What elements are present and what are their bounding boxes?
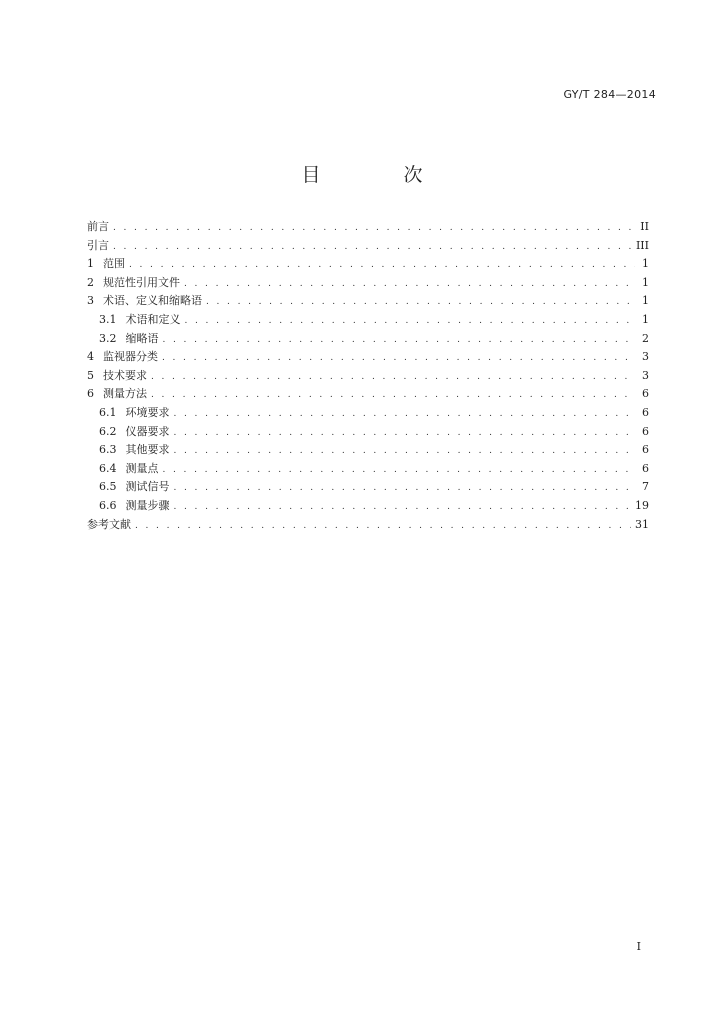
toc-entry[interactable] <box>87 385 649 404</box>
dot-leader <box>185 312 636 331</box>
toc-entry-number: 6.6 <box>99 498 117 512</box>
toc-entry[interactable] <box>87 348 649 367</box>
toc-entry-page: 6 <box>642 405 649 419</box>
toc-entry-title: 测量方法 <box>103 387 147 401</box>
toc-entry-page: 31 <box>635 517 649 531</box>
dot-leader <box>113 238 632 257</box>
toc-entry[interactable] <box>87 255 649 274</box>
toc-entry-title: 引言 <box>87 238 109 252</box>
toc-entry-number: 6 <box>87 387 94 401</box>
toc-entry-number: 6.5 <box>99 480 117 494</box>
toc-entry-number: 3.2 <box>99 331 117 345</box>
toc-entry-page: 3 <box>642 350 649 364</box>
toc-entry-page: 3 <box>642 368 649 382</box>
toc-entry[interactable] <box>87 423 649 442</box>
toc-entry-title: 规范性引用文件 <box>103 275 180 289</box>
toc-entry-title: 术语、定义和缩略语 <box>103 294 202 308</box>
dot-leader <box>162 349 635 368</box>
toc-entry-page: 7 <box>642 480 649 494</box>
toc-entry[interactable] <box>87 460 649 479</box>
toc-entry-title: 术语和定义 <box>125 312 181 326</box>
toc-entry[interactable] <box>87 237 649 256</box>
toc-entry[interactable] <box>87 441 649 460</box>
toc-entry-title: 其他要求 <box>125 443 170 457</box>
dot-leader <box>174 442 636 461</box>
toc-entry[interactable] <box>87 516 649 535</box>
toc-entry-page: 6 <box>642 424 649 438</box>
toc-entry-title: 仪器要求 <box>125 424 170 438</box>
toc-entry-number: 5 <box>87 368 94 382</box>
toc-entry[interactable] <box>87 367 649 386</box>
toc-entry[interactable] <box>87 497 649 516</box>
toc-entry-page: 1 <box>642 257 649 271</box>
toc-entry-page: 6 <box>642 461 649 475</box>
toc-entry-page: 2 <box>642 331 649 345</box>
toc-entry-page: 6 <box>642 387 649 401</box>
dot-leader <box>184 275 635 294</box>
toc-entry-number: 6.1 <box>99 405 117 419</box>
toc-entry[interactable] <box>87 292 649 311</box>
dot-leader <box>135 517 631 536</box>
toc-entry-title: 测量步骤 <box>125 498 170 512</box>
toc-entry-page: 19 <box>635 498 649 512</box>
toc-entry-title: 缩略语 <box>125 331 159 345</box>
toc-entry-title: 环境要求 <box>125 405 170 419</box>
toc-entry-title: 范围 <box>103 257 125 271</box>
toc-entry[interactable] <box>87 311 649 330</box>
dot-leader <box>151 386 635 405</box>
toc-entry-page: III <box>635 238 649 252</box>
toc-entry-number: 6.4 <box>99 461 117 475</box>
toc-entry-number: 6.3 <box>99 443 117 457</box>
toc-entry-number: 3.1 <box>99 312 117 326</box>
dot-leader <box>174 479 636 498</box>
toc-entry[interactable] <box>87 274 649 293</box>
toc-entry-number: 3 <box>87 294 94 308</box>
toc-entry-title: 前言 <box>87 220 109 233</box>
dot-leader <box>206 293 635 312</box>
standard-code: GY/T 284—2014 <box>563 88 656 101</box>
dot-leader <box>174 405 636 424</box>
toc-entry-title: 参考文献 <box>87 517 131 531</box>
toc-entry-page: 6 <box>642 443 649 457</box>
dot-leader <box>174 498 632 517</box>
toc-entry-title: 技术要求 <box>103 368 147 382</box>
dot-leader <box>163 331 636 350</box>
dot-leader <box>174 424 636 443</box>
dot-leader <box>113 219 635 238</box>
dot-leader <box>129 256 635 275</box>
dot-leader <box>151 368 635 387</box>
toc-entry-title: 测量点 <box>125 461 159 475</box>
toc-entry[interactable] <box>87 478 649 497</box>
toc-entry-title: 测试信号 <box>125 480 170 494</box>
toc-entry-page: 1 <box>642 312 649 326</box>
toc-entry[interactable] <box>87 330 649 349</box>
table-of-contents <box>87 218 649 534</box>
toc-entry-page: II <box>640 220 649 233</box>
toc-entry-number: 2 <box>87 275 94 289</box>
dot-leader <box>163 461 636 480</box>
toc-entry[interactable] <box>87 404 649 423</box>
toc-entry-number: 6.2 <box>99 424 117 438</box>
toc-entry-page: 1 <box>642 294 649 308</box>
toc-entry[interactable] <box>87 218 649 237</box>
toc-entry-title: 监视器分类 <box>103 350 158 364</box>
toc-entry-page: 1 <box>642 275 649 289</box>
page-number: I <box>636 940 641 953</box>
toc-title: 目 次 <box>301 164 455 186</box>
toc-entry-number: 4 <box>87 350 94 364</box>
toc-entry-number: 1 <box>87 257 94 271</box>
